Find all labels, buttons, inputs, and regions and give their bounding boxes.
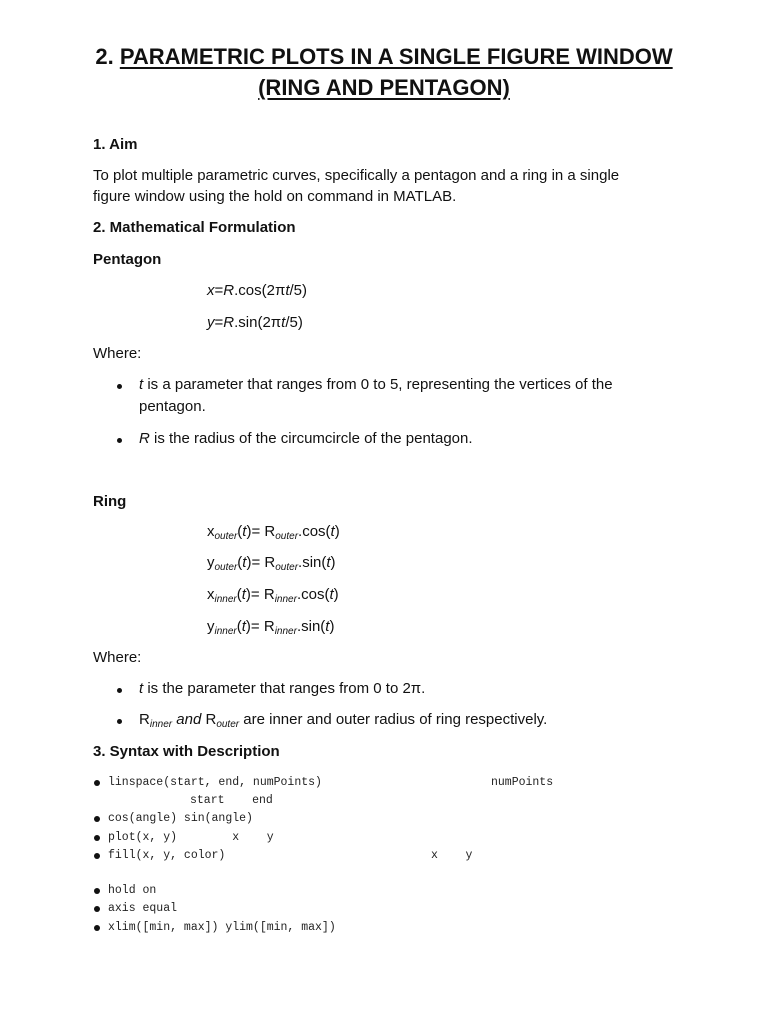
eq-sub: inner	[274, 626, 297, 637]
syntax-item-start-end: start end	[190, 794, 273, 807]
eq-radius: R	[223, 282, 235, 299]
eq-var: x	[207, 586, 215, 603]
eq-func: .cos(2π	[234, 282, 286, 299]
eq-var: y	[207, 618, 215, 635]
title-number: 2.	[95, 44, 114, 69]
syntax-heading: 3. Syntax with Description	[93, 743, 280, 760]
eq-sub: inner	[214, 626, 237, 637]
eq-sub: outer	[214, 562, 238, 573]
eq-var: y	[207, 314, 215, 331]
page-subtitle	[0, 75, 768, 101]
ring-bullet-2	[139, 711, 547, 728]
eq-sub: outer	[275, 531, 299, 542]
page-title	[0, 44, 768, 70]
pentagon-bullet-2	[139, 430, 473, 447]
math-heading: 2. Mathematical Formulation	[93, 219, 296, 236]
aim-text-line2: figure window using the hold on command in MATLAB.	[93, 188, 457, 205]
syntax-item-linspace: linspace(start, end, numPoints)	[108, 776, 322, 789]
syntax-item-fill: fill(x, y, color)	[108, 849, 226, 862]
pentagon-heading: Pentagon	[93, 251, 162, 268]
eq-tail: /5)	[285, 314, 303, 331]
ring-equation-y-inner: $y_{inner}(t)= R_{inner}.\sin(t)$	[207, 618, 335, 637]
bullet-dot	[94, 853, 100, 859]
pentagon-bullet-1-cont: pentagon.	[139, 398, 206, 415]
eq-tail: /5)	[289, 282, 307, 299]
eq-var: x	[207, 523, 215, 540]
syntax-item-axis-equal: axis equal	[108, 902, 178, 915]
eq-radius: R	[223, 314, 235, 331]
syntax-note-numpoints: numPoints	[491, 776, 554, 789]
bullet-var: R	[205, 711, 217, 728]
ring-equation-x-inner: $x_{inner}(t)= R_{inner}.\cos(t)$	[207, 586, 339, 605]
syntax-item-hold-on: hold on	[108, 884, 157, 897]
eq-func: .sin(	[298, 554, 327, 571]
eq-sub: outer	[214, 531, 238, 542]
ring-equation-x-outer: $x_{outer}(t)= R_{outer}.\cos(t)$	[207, 523, 340, 542]
eq-var: x	[207, 282, 215, 299]
eq-sub: outer	[275, 562, 299, 573]
syntax-item-plot: plot(x, y) x y	[108, 831, 274, 844]
bullet-dot	[117, 688, 122, 693]
bullet-dot	[94, 906, 100, 912]
eq-func: .sin(	[296, 618, 326, 635]
eq-func: .cos(	[298, 523, 331, 540]
bullet-sub: inner	[149, 719, 173, 730]
bullet-dot	[94, 925, 100, 931]
syntax-item-cos-sin: cos(angle) sin(angle)	[108, 812, 253, 825]
eq-param: t	[281, 314, 286, 331]
pentagon-equation-y	[207, 314, 303, 331]
eq-func: .cos(	[296, 586, 330, 603]
bullet-dot	[94, 816, 100, 822]
bullet-var: t	[139, 680, 144, 697]
bullet-sub: outer	[216, 719, 240, 730]
bullet-dot	[117, 719, 122, 724]
bullet-text: are inner and outer radius of ring respectively.	[239, 711, 548, 728]
eq-sub: inner	[214, 594, 237, 605]
bullet-var: R	[139, 430, 150, 447]
bullet-dot	[117, 384, 122, 389]
title-line1: PARAMETRIC PLOTS IN A SINGLE FIGURE WINDOW	[119, 44, 673, 69]
syntax-item-xlim-ylim: xlim([min, max]) ylim([min, max])	[108, 921, 336, 934]
pentagon-bullet-1	[139, 376, 613, 393]
bullet-dot	[94, 780, 100, 786]
bullet-dot	[117, 438, 122, 443]
aim-heading: 1. Aim	[93, 136, 138, 153]
pentagon-where: Where:	[93, 345, 142, 362]
ring-equation-y-outer: $y_{outer}(t)= R_{outer}.\sin(t)$	[207, 554, 336, 573]
eq-sign: =	[214, 314, 224, 331]
ring-heading: Ring	[93, 493, 127, 510]
ring-bullet-1	[139, 680, 425, 697]
bullet-var: R	[139, 711, 150, 728]
bullet-text: is the radius of the circumcircle of the pentagon.	[149, 430, 473, 447]
bullet-dot	[94, 888, 100, 894]
eq-func: .sin(2π	[234, 314, 282, 331]
eq-sub: inner	[274, 594, 297, 605]
pentagon-equation-x	[207, 282, 307, 299]
syntax-note-xy: x y	[431, 849, 473, 862]
bullet-text: is the parameter that ranges from 0 to 2π.	[143, 680, 426, 697]
title-line2: (RING AND PENTAGON)	[258, 75, 510, 100]
aim-text-line1: To plot multiple parametric curves, specifically a pentagon and a ring in a single	[93, 167, 620, 184]
eq-param: t	[285, 282, 290, 299]
bullet-and: and	[172, 711, 206, 728]
bullet-var: t	[139, 376, 144, 393]
ring-where: Where:	[93, 649, 142, 666]
eq-sign: =	[214, 282, 224, 299]
bullet-text: is a parameter that ranges from 0 to 5, representing the vertices of the	[143, 376, 613, 393]
eq-var: y	[207, 554, 215, 571]
bullet-dot	[94, 835, 100, 841]
